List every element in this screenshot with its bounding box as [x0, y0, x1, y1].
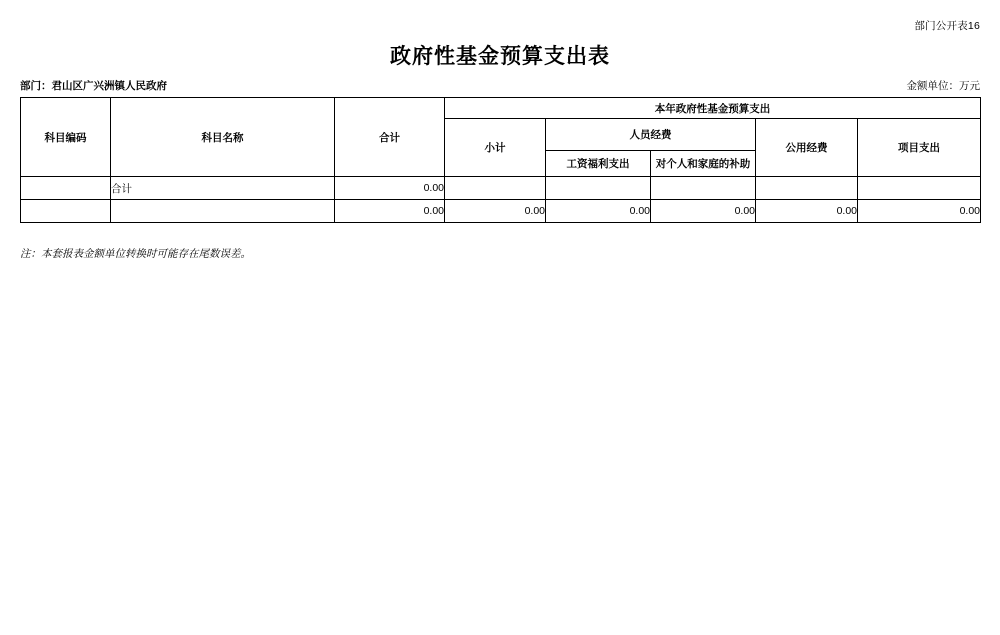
- cell-salary-welfare: 0.00: [546, 200, 651, 223]
- cell-subject-code: [21, 200, 111, 223]
- cell-public-expense: 0.00: [756, 200, 858, 223]
- header-subsidy-individual-family: 对个人和家庭的补助: [651, 151, 756, 177]
- cell-subsidy-individual-family: 0.00: [651, 200, 756, 223]
- cell-public-expense: [756, 177, 858, 200]
- header-public-expense: 公用经费: [756, 119, 858, 177]
- cell-total: 0.00: [335, 177, 445, 200]
- department-label: 部门：君山区广兴洲镇人民政府: [20, 80, 167, 92]
- budget-expenditure-table: [20, 97, 981, 223]
- header-total: 合计: [335, 98, 445, 177]
- header-subject-name: 科目名称: [111, 98, 335, 177]
- form-code-label: 部门公开表16: [914, 20, 980, 32]
- table-footnote: 注：本套报表金额单位转换时可能存在尾数误差。: [20, 248, 251, 260]
- cell-subtotal: [445, 177, 546, 200]
- table-body: [21, 177, 981, 223]
- header-group-current-year: 本年政府性基金预算支出: [445, 98, 981, 119]
- cell-project-expense: 0.00: [858, 200, 981, 223]
- cell-subsidy-individual-family: [651, 177, 756, 200]
- cell-total: 0.00: [335, 200, 445, 223]
- cell-subject-code: [21, 177, 111, 200]
- page-title: 政府性基金预算支出表: [390, 45, 610, 68]
- header-subtotal: 小计: [445, 119, 546, 177]
- table-row: [21, 177, 981, 200]
- header-subject-code: 科目编码: [21, 98, 111, 177]
- cell-subtotal: 0.00: [445, 200, 546, 223]
- table-header: [21, 98, 981, 177]
- header-salary-welfare: 工资福利支出: [546, 151, 651, 177]
- cell-subject-name: 合计: [111, 177, 335, 200]
- header-project-expense: 项目支出: [858, 119, 981, 177]
- cell-subject-name: [111, 200, 335, 223]
- cell-salary-welfare: [546, 177, 651, 200]
- cell-project-expense: [858, 177, 981, 200]
- header-personnel: 人员经费: [546, 119, 756, 151]
- amount-unit-label: 金额单位：万元: [906, 80, 980, 92]
- table-row: [21, 200, 981, 223]
- meta-row: [20, 78, 980, 92]
